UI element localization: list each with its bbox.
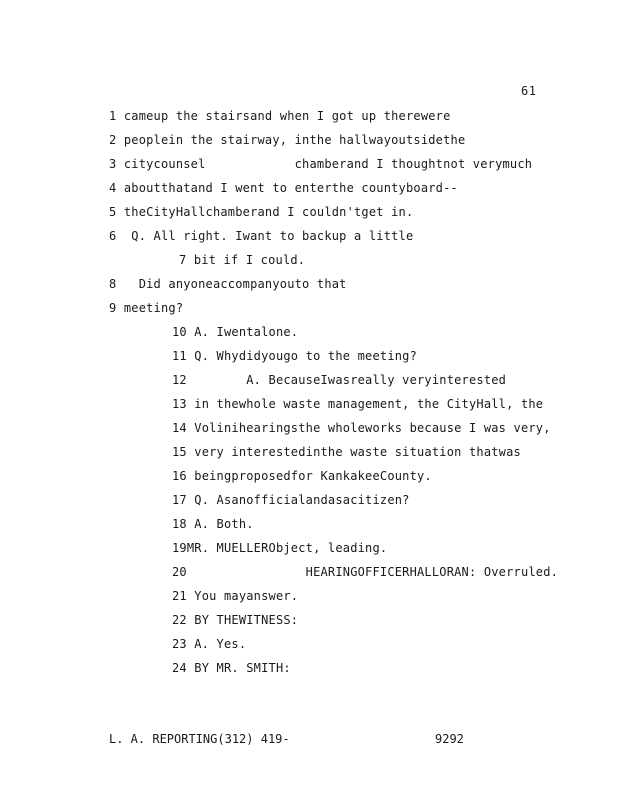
transcript-line-12: 12 A. BecauseIwasreally veryinterested — [172, 373, 507, 387]
transcript-line-4: 4 aboutthatand I went to enterthe countyboard-- — [109, 181, 458, 195]
transcript-line-6: 6 Q. All right. Iwant to backup a little — [109, 229, 414, 243]
transcript-line-5: 5 theCityHallchamberand I couldn'tget in. — [109, 205, 414, 219]
transcript-line-19: 19MR. MUELLERObject, leading. — [172, 541, 388, 555]
transcript-line-9: 9 meeting? — [109, 301, 184, 315]
transcript-line-15: 15 very interestedinthe waste situation thatwas — [172, 445, 521, 459]
transcript-line-18: 18 A. Both. — [172, 517, 254, 531]
transcript-line-3: 3 citycounsel chamberand I thoughtnot verymuch — [109, 157, 533, 171]
transcript-line-10: 10 A. Iwentalone. — [172, 325, 299, 339]
transcript-line-13: 13 in thewhole waste management, the CityHall, the — [172, 397, 544, 411]
transcript-line-11: 11 Q. Whydidyougo to the meeting? — [172, 349, 418, 363]
transcript-line-7: 7 bit if I could. — [179, 253, 306, 267]
transcript-line-24: 24 BY MR. SMITH: — [172, 661, 291, 675]
transcript-line-2: 2 peoplein the stairway, inthe hallwayoutsidethe — [109, 133, 466, 147]
transcript-line-1: 1 cameup the stairsand when I got up therewere — [109, 109, 451, 123]
footer-reporter: L. A. REPORTING(312) 419- — [109, 732, 290, 746]
transcript-line-22: 22 BY THEWITNESS: — [172, 613, 299, 627]
footer-phone-suffix: 9292 — [435, 732, 464, 746]
page-number: 61 — [521, 84, 537, 98]
transcript-line-17: 17 Q. Asanofficialandasacitizen? — [172, 493, 410, 507]
transcript-line-8: 8 Did anyoneaccompanyouto that — [109, 277, 347, 291]
transcript-line-20: 20 HEARINGOFFICERHALLORAN: Overruled. — [172, 565, 559, 579]
transcript-line-14: 14 Volinihearingsthe wholeworks because I was very, — [172, 421, 551, 435]
transcript-line-23: 23 A. Yes. — [172, 637, 247, 651]
transcript-line-21: 21 You mayanswer. — [172, 589, 299, 603]
transcript-line-16: 16 beingproposedfor KankakeeCounty. — [172, 469, 432, 483]
